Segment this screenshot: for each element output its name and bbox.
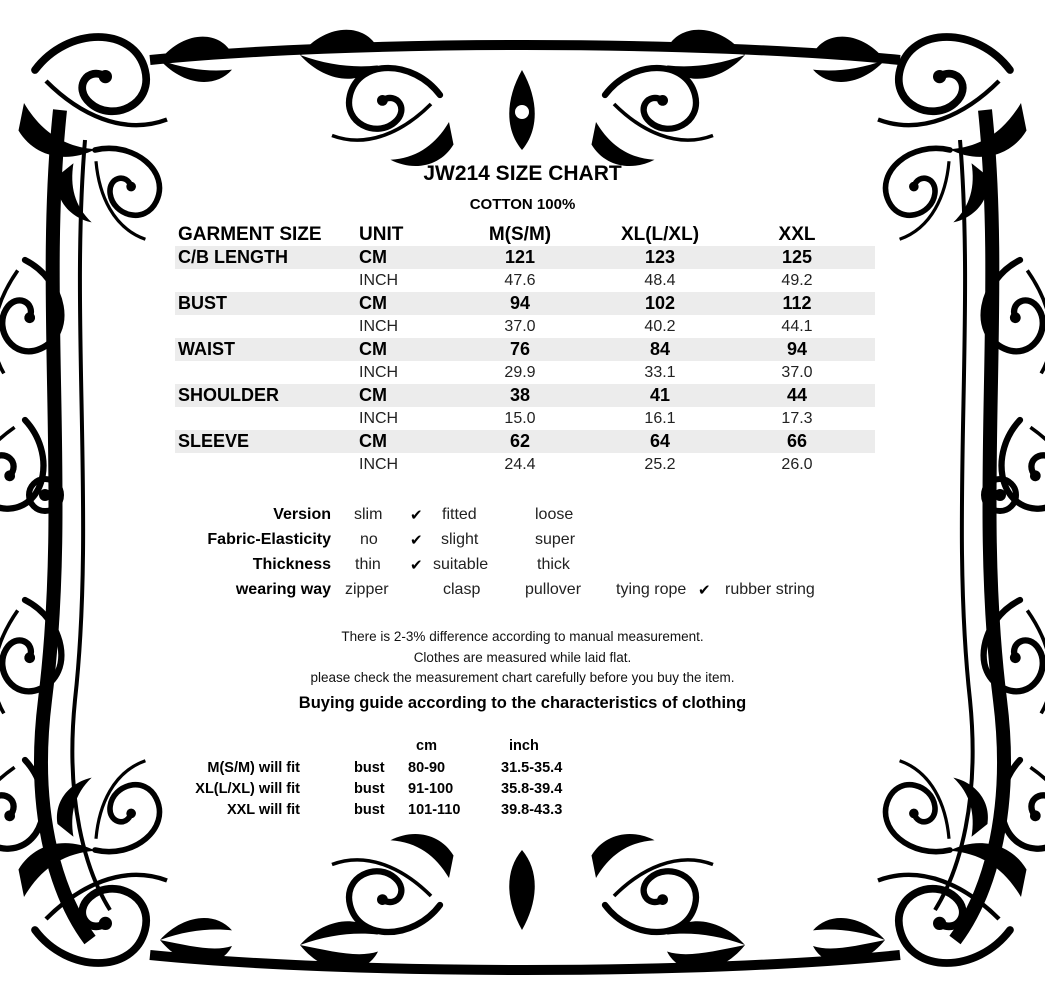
value-xl: 33.1	[644, 364, 676, 381]
page-title: JW214 SIZE CHART	[423, 162, 622, 185]
value-xl: 40.2	[644, 318, 676, 335]
guide-cm: 91-100	[408, 781, 454, 797]
guide-inch: 31.5-35.4	[501, 760, 563, 776]
unit-inch: INCH	[359, 272, 399, 289]
wearing-option-tying-rope: tying rope	[616, 581, 687, 598]
header-size-xl: XL(L/XL)	[620, 224, 700, 245]
unit-inch: INCH	[359, 456, 399, 473]
thickness-option-thick: thick	[537, 556, 570, 573]
header-size-m: M(S/M)	[488, 224, 552, 245]
guide-inch: 35.8-39.4	[501, 781, 563, 797]
value-xl: 16.1	[644, 410, 676, 427]
table-row-bust-cm	[175, 292, 875, 315]
guide-part: bust	[354, 760, 385, 776]
wearing-way-label: wearing way	[235, 581, 331, 598]
elasticity-option-super: super	[535, 531, 576, 548]
value-xxl: 49.2	[781, 272, 813, 289]
thickness-label: Thickness	[252, 556, 331, 573]
unit-cm: CM	[359, 385, 387, 405]
value-xxl: 17.3	[781, 410, 813, 427]
value-xxl: 26.0	[781, 456, 813, 473]
note-check-chart: please check the measurement chart carefully before you buy the item.	[310, 670, 735, 685]
version-option-slim: slim	[354, 506, 383, 523]
row-label: SLEEVE	[178, 431, 250, 451]
guide-cm: 101-110	[408, 802, 461, 818]
value-xl: 41	[649, 385, 671, 405]
table-row-waist-cm	[175, 338, 875, 361]
row-label: WAIST	[178, 339, 235, 359]
guide-size: XL(L/XL) will fit	[195, 781, 300, 797]
row-label: BUST	[178, 293, 227, 313]
table-row-cb-length-inch	[175, 269, 875, 292]
guide-inch: 39.8-43.3	[501, 802, 563, 818]
value-xxl: 66	[786, 431, 808, 451]
check-icon: ✔	[410, 557, 423, 574]
guide-cm: 80-90	[408, 760, 446, 776]
check-icon: ✔	[410, 532, 423, 549]
unit-inch: INCH	[359, 410, 399, 427]
elasticity-option-slight: slight	[441, 531, 479, 548]
header-size-xxl: XXL	[778, 224, 816, 245]
unit-inch: INCH	[359, 364, 399, 381]
value-xl: 102	[644, 293, 676, 313]
value-m: 37.0	[504, 318, 536, 335]
unit-inch: INCH	[359, 318, 399, 335]
guide-size: M(S/M) will fit	[207, 760, 300, 776]
thickness-option-suitable: suitable	[433, 556, 489, 573]
wearing-option-zipper: zipper	[345, 581, 389, 598]
guide-size: XXL will fit	[226, 802, 300, 818]
unit-cm: CM	[359, 293, 387, 313]
header-unit: UNIT	[359, 224, 404, 245]
version-label: Version	[273, 506, 331, 523]
thickness-option-thin: thin	[355, 556, 381, 573]
value-m: 62	[509, 431, 531, 451]
unit-cm: CM	[359, 247, 387, 267]
buying-guide-title: Buying guide according to the characteristics of clothing	[298, 694, 747, 712]
check-icon: ✔	[698, 582, 711, 599]
value-m: 24.4	[504, 456, 536, 473]
elasticity-label: Fabric-Elasticity	[207, 531, 331, 548]
table-row-shoulder-cm	[175, 384, 875, 407]
value-xl: 64	[649, 431, 671, 451]
wearing-option-pullover: pullover	[525, 581, 582, 598]
note-measurement-difference: There is 2-3% difference according to manual measurement.	[341, 629, 704, 644]
elasticity-option-no: no	[360, 531, 378, 548]
unit-cm: CM	[359, 339, 387, 359]
note-laid-flat: Clothes are measured while laid flat.	[413, 650, 632, 665]
value-m: 121	[504, 247, 536, 267]
value-xxl: 37.0	[781, 364, 813, 381]
guide-part: bust	[354, 802, 385, 818]
row-label: C/B LENGTH	[178, 247, 288, 267]
unit-cm: CM	[359, 431, 387, 451]
wearing-option-rubber-string: rubber string	[725, 581, 815, 598]
table-row-sleeve-inch	[175, 453, 875, 476]
table-row-sleeve-cm	[175, 430, 875, 453]
table-row-waist-inch	[175, 361, 875, 384]
value-m: 76	[509, 339, 531, 359]
value-xxl: 44	[786, 385, 808, 405]
value-m: 38	[509, 385, 531, 405]
fabric-subtitle: COTTON 100%	[469, 196, 576, 213]
value-xl: 48.4	[644, 272, 676, 289]
check-icon: ✔	[410, 507, 423, 524]
value-m: 29.9	[504, 364, 536, 381]
header-garment-size: GARMENT SIZE	[178, 224, 322, 245]
wearing-option-clasp: clasp	[443, 581, 481, 598]
table-row-shoulder-inch	[175, 407, 875, 430]
value-xl: 25.2	[644, 456, 676, 473]
value-xl: 84	[649, 339, 671, 359]
value-xxl: 112	[782, 293, 812, 313]
guide-part: bust	[354, 781, 385, 797]
guide-col-inch: inch	[509, 738, 539, 754]
value-m: 47.6	[504, 272, 536, 289]
value-xxl: 44.1	[781, 318, 813, 335]
value-xxl: 94	[786, 339, 808, 359]
guide-col-cm: cm	[416, 738, 437, 754]
value-m: 15.0	[504, 410, 536, 427]
version-option-loose: loose	[535, 506, 574, 523]
value-xl: 123	[644, 247, 676, 267]
row-label: SHOULDER	[178, 385, 280, 405]
table-row-cb-length-cm	[175, 246, 875, 269]
value-xxl: 125	[781, 247, 813, 267]
table-row-bust-inch	[175, 315, 875, 338]
version-option-fitted: fitted	[442, 506, 477, 523]
value-m: 94	[509, 293, 531, 313]
